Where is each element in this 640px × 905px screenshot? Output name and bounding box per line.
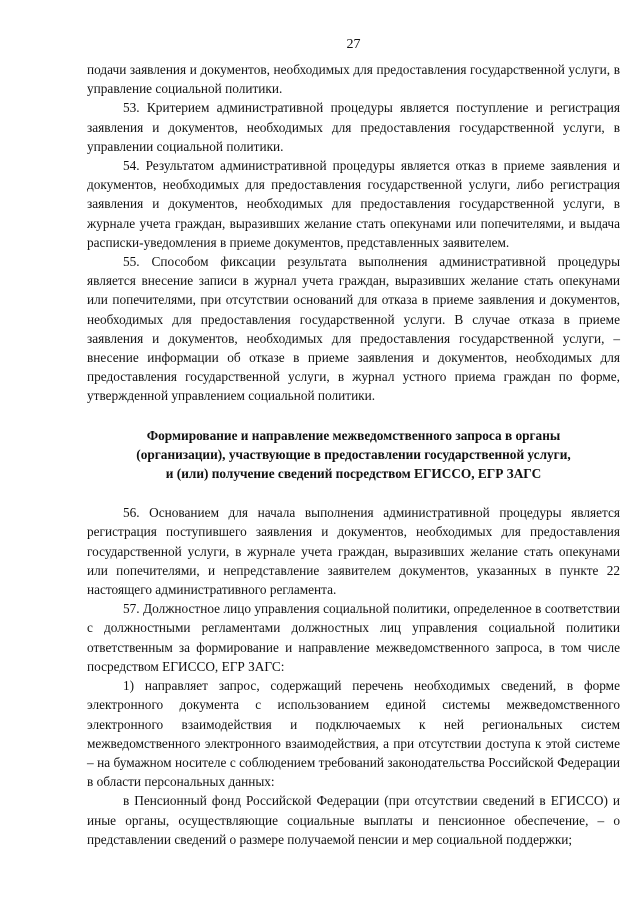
paragraph-continuation: подачи заявления и документов, необходимых для предоставления государственной услуги, в управление социальной политики.	[87, 62, 620, 97]
section-heading-line-3: и (или) получение сведений посредством ЕГИССО, ЕГР ЗАГС	[165, 466, 542, 482]
paragraph-54: 54. Результатом административной процедуры является отказ в приеме заявления и документов, необходимых для предоставления государственной услуги, либо регистрация заявления и документов, необходимых для предоставления государственной услуги, в журнале учета граждан, выразивших желание стать опекунами или попечителями, и выдача расписки-уведомления в приеме документов, представленных заявителем.	[87, 158, 620, 250]
section-heading-line-2: (организации), участвующие в предоставлении государственной услуги,	[136, 446, 571, 462]
document-page	[87, 36, 620, 849]
section-heading	[87, 426, 620, 484]
paragraph-57-item-1-pension-fund: в Пенсионный фонд Российской Федерации (при отсутствии сведений в ЕГИССО) и иные органы, осуществляющие социальные выплаты и пенсионное обеспечение, – о представлении сведений о размере получаемой пенсии и мер социальной поддержки;	[87, 793, 620, 847]
paragraph-53: 53. Критерием административной процедуры является поступление и регистрация заявления и документов, необходимых для предоставления государственной услуги, в управлении социальной политики.	[87, 100, 620, 154]
paragraph-55: 55. Способом фиксации результата выполнения административной процедуры является внесение записи в журнал учета граждан, выразивших желание стать опекунами или попечителями, при отсутствии оснований для отказа в приеме заявления и документов, необходимых для предоставления государственной услуги. В случае отказа в приеме заявления и документов, необходимых для предоставления государственной услуги, – внесение информации об отказе в приеме заявления и документов, необходимых для предоставления государственной услуги, в журнал устного приема граждан по форме, утвержденной управлением социальной политики.	[87, 254, 620, 404]
paragraph-57-item-1: 1) направляет запрос, содержащий перечень необходимых сведений, в форме электронного документа с использованием единой системы межведомственного электронного взаимодействия и подключаемых к ней региональных систем межведомственного электронного взаимодействия, а при отсутствии доступа к этой системе – на бумажном носителе с соблюдением требований законодательства Российской Федерации в области персональных данных:	[87, 678, 620, 790]
page-number: 27	[346, 37, 361, 52]
paragraph-56: 56. Основанием для начала выполнения административной процедуры является регистрация поступившего заявления и документов, необходимых для предоставления государственной услуги, в журнале учета граждан, выразивших желание стать опекунами или попечителями, и непредставление заявителем документов, указанных в пункте 22 настоящего административного регламента.	[87, 505, 620, 598]
section-heading-line-1: Формирование и направление межведомственного запроса в органы	[146, 427, 561, 443]
paragraph-57: 57. Должностное лицо управления социальной политики, определенное в соответствии с должностными регламентами должностных лиц управления социальной политики ответственным за формирование и направление межведомственного запроса, в том числе посредством ЕГИССО, ЕГР ЗАГС:	[87, 601, 620, 674]
